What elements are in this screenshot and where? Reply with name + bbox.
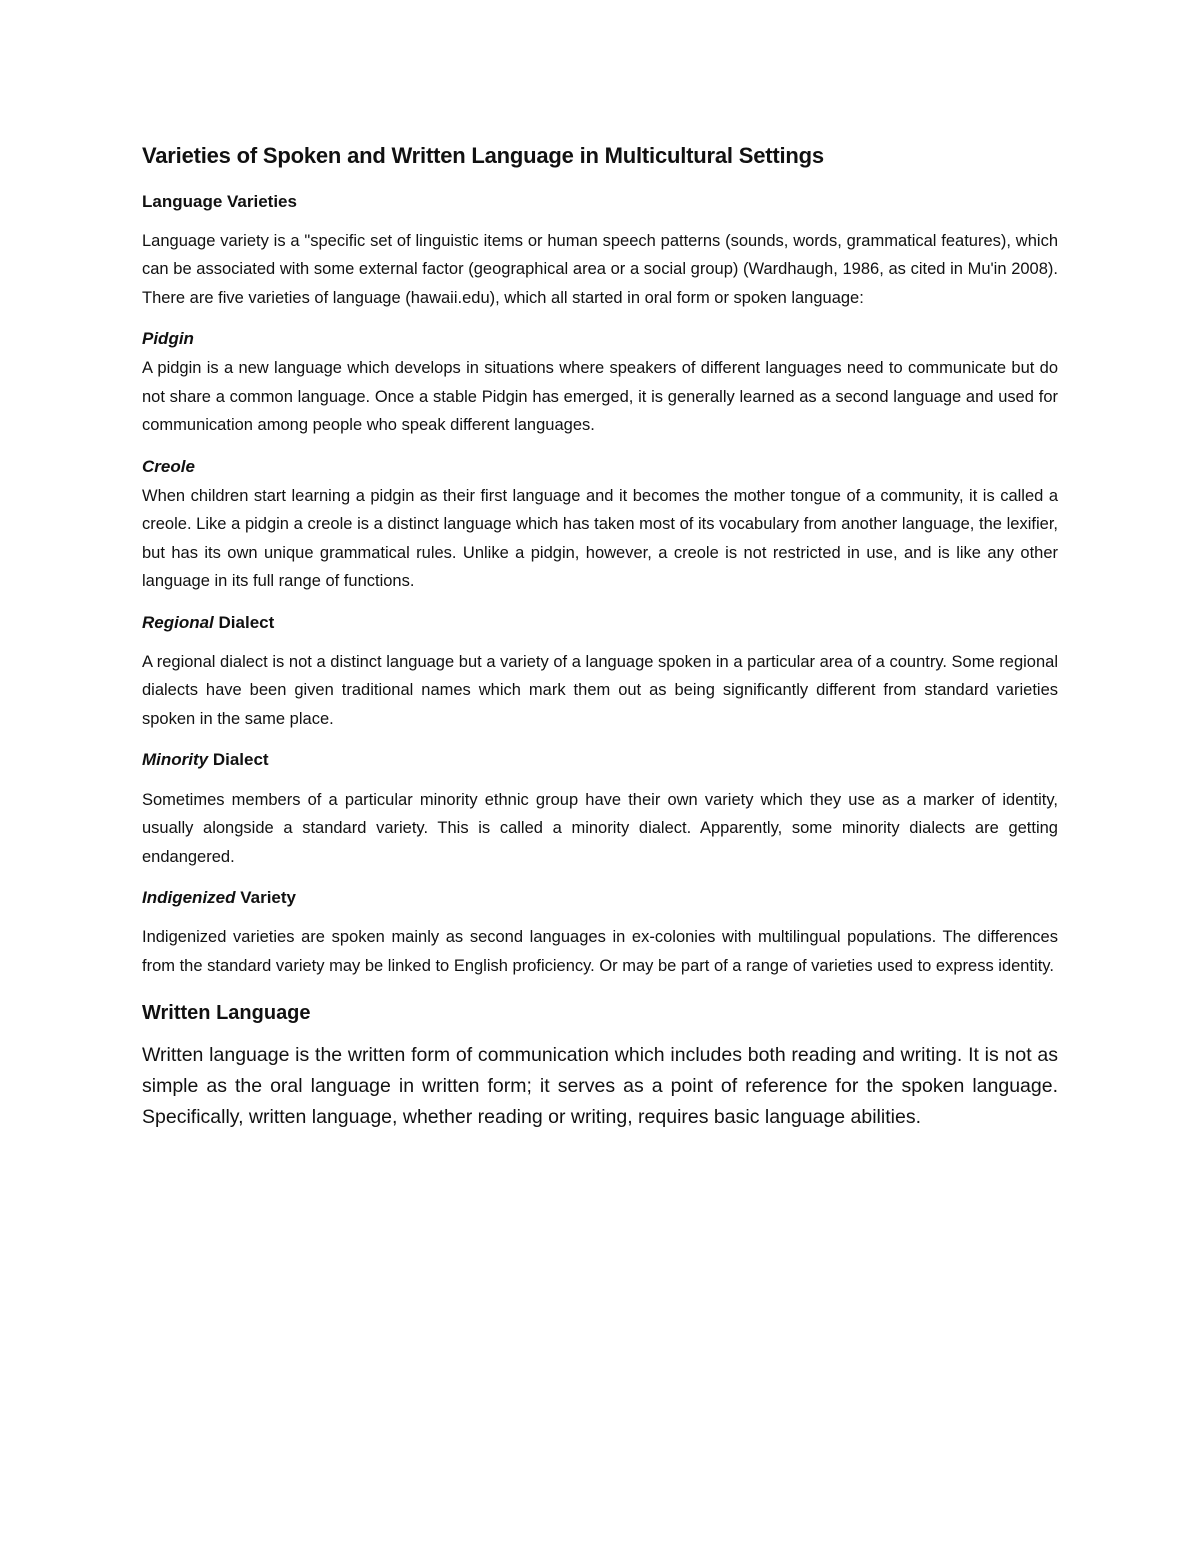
variety-heading: [142, 456, 1058, 478]
variety-creole: [142, 456, 1058, 596]
variety-heading-em: Indigenized: [142, 888, 236, 908]
written-language-paragraph: Written language is the written form of communication which includes both reading and writing. It is not as simple as the oral language in written form; it serves as a point of reference for the spoken language. Specifically, written language, whether reading or writing, requires basic language abilities.: [142, 1044, 1058, 1129]
variety-heading-em: Pidgin: [142, 329, 194, 349]
intro-paragraph: Language variety is a "specific set of linguistic items or human speech patterns (sounds, words, grammatical features), which can be associated with some external factor (geographical area or a social group) (Wardhaugh, 1986, as cited in Mu'in 2008). There are five varieties of language (hawaii.edu), which all started in oral form or spoken language:: [142, 231, 1058, 307]
variety-indigenized-variety: [142, 887, 1058, 980]
section-heading-language-varieties: Language Varieties: [142, 191, 297, 211]
variety-heading-rest: Dialect: [213, 612, 275, 632]
variety-paragraph: When children start learning a pidgin as their first language and it becomes the mother tongue of a community, it is called a creole. Like a pidgin a creole is a distinct language which has taken most of its vocabulary from another language, the lexifier, but has its own unique grammatical rules. Unlike a pidgin, however, a creole is not restricted in use, and is like any other language in its full range of functions.: [142, 486, 1058, 591]
variety-heading-em: Creole: [142, 456, 195, 476]
variety-paragraph: A regional dialect is not a distinct language but a variety of a language spoken in a particular area of a country. Some regional dialects have been given traditional names which mark them out as being significantly different from standard varieties spoken in the same place.: [142, 652, 1058, 728]
variety-heading-rest: Dialect: [208, 750, 269, 770]
variety-paragraph: A pidgin is a new language which develops in situations where speakers of different languages need to communicate but do not share a common language. Once a stable Pidgin has emerged, it is generally learned as a second language and used for communication among people who speak different languages.: [142, 359, 1058, 435]
section-heading-written-language: Written Language: [142, 1002, 311, 1025]
document-page: [142, 142, 1058, 1133]
variety-paragraph: Sometimes members of a particular minority ethnic group have their own variety which they use as a marker of identity, usually alongside a standard variety. This is called a minority dialect. Apparently, some minority dialects are getting endangered.: [142, 790, 1058, 866]
variety-heading: [142, 887, 1058, 909]
document-title: Varieties of Spoken and Written Language in Multicultural Settings: [142, 143, 824, 168]
variety-paragraph: Indigenized varieties are spoken mainly as second languages in ex-colonies with multilingual populations. The differences from the standard variety may be linked to English proficiency. Or may be part of a range of varieties used to express identity.: [142, 928, 1058, 975]
variety-regional-dialect: [142, 612, 1058, 734]
variety-heading-em: Minority: [142, 750, 209, 770]
variety-heading: [142, 328, 1058, 350]
variety-heading: [142, 612, 1058, 634]
variety-heading: [142, 749, 1058, 771]
variety-heading-rest: Variety: [235, 888, 296, 908]
variety-heading-em: Regional: [142, 612, 214, 632]
variety-minority-dialect: [142, 749, 1058, 871]
variety-pidgin: [142, 328, 1058, 440]
